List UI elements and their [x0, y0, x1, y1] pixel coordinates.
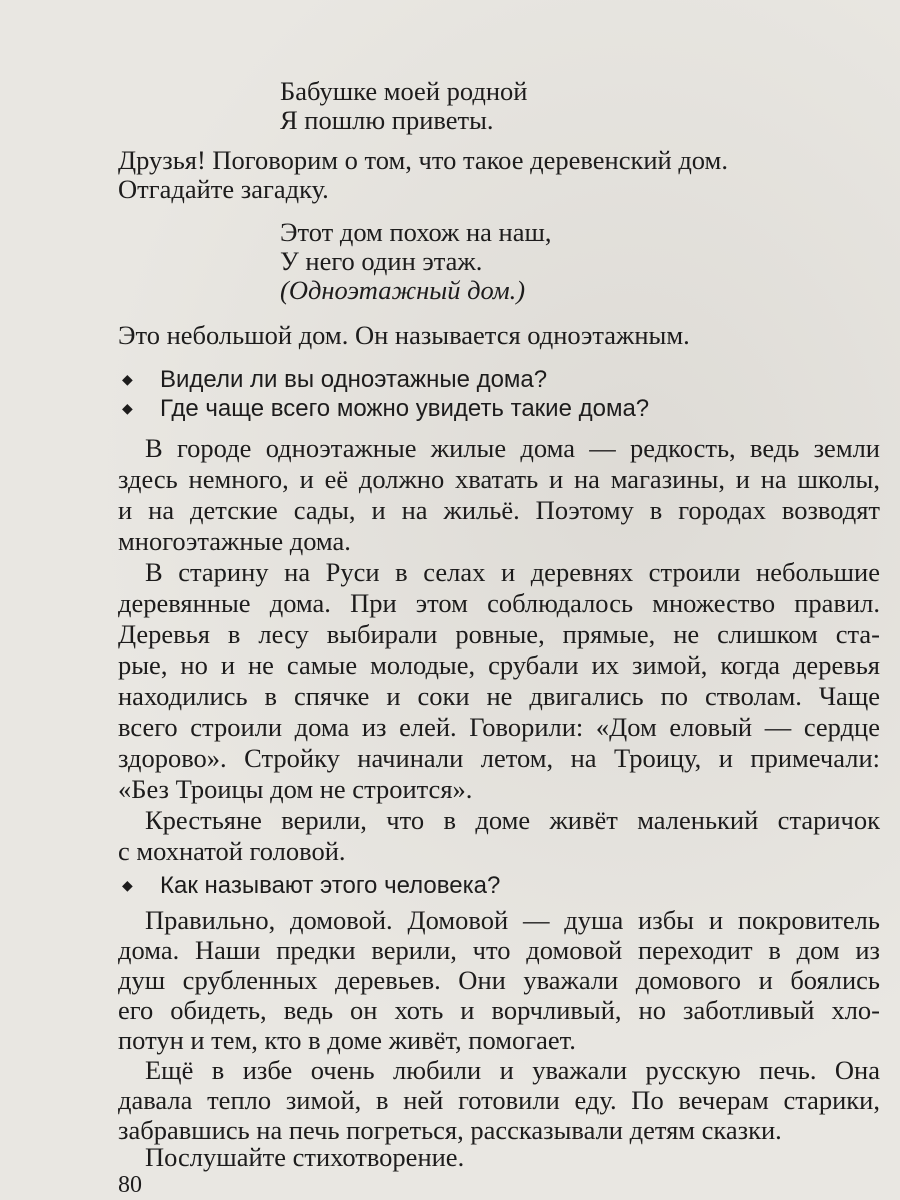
question-text: Где чаще всего можно увидеть такие дома? [160, 395, 650, 422]
riddle-answer: (Одноэтажный дом.) [280, 275, 526, 305]
verse-line: Я пошлю приветы. [280, 105, 494, 135]
paragraph-line: давала тепло зимой, в ней готовили еду. По вечерам старики, [118, 1085, 880, 1115]
riddle-line: У него один этаж. [280, 246, 483, 276]
paragraph-line: забравшись на печь погреться, рассказывали детям сказки. [118, 1115, 782, 1145]
paragraph-line: здесь немного, и её должно хватать и на магазины, и на школы, [118, 464, 880, 494]
intro-line: Отгадайте загадку. [118, 174, 329, 204]
paragraph-line: В городе одноэтажные жилые дома — редкость, ведь земли [145, 433, 880, 463]
paragraph-line: всего строили дома из елей. Говорили: «Дом еловый — сердце [118, 712, 880, 742]
question-text: Как называют этого человека? [160, 872, 501, 899]
paragraph-line: Ещё в избе очень любили и уважали русскую печь. Она [145, 1055, 880, 1085]
question-text: Видели ли вы одноэтажные дома? [160, 366, 548, 393]
paragraph-line: и на детские сады, и на жильё. Поэтому в городах возводят [118, 495, 880, 525]
paragraph-line: Послушайте стихотворение. [145, 1142, 465, 1172]
paragraph-line: его обидеть, ведь он хоть и ворчливый, но заботливый хло- [118, 995, 880, 1025]
paragraph-line: Это небольшой дом. Он называется одноэтажным. [118, 320, 690, 350]
paragraph-line: Правильно, домовой. Домовой — душа избы и покровитель [145, 905, 880, 935]
paragraph-line: многоэтажные дома. [118, 526, 351, 556]
paragraph-line: рые, но и не самые молодые, срубали их зимой, когда деревья [118, 650, 880, 680]
page-number: 80 [118, 1172, 142, 1198]
paragraph-line: находились в спячке и соки не двигались по стволам. Чаще [118, 681, 880, 711]
paragraph-line: с мохнатой головой. [118, 836, 346, 866]
riddle-line: Этот дом похож на наш, [280, 217, 552, 247]
paragraph-line: деревянные дома. При этом соблюдалось множество правил. [118, 588, 880, 618]
bullet-icon: ◆ [122, 371, 133, 387]
bullet-icon: ◆ [122, 400, 133, 416]
question-item [122, 364, 547, 394]
paragraph-line: Деревья в лесу выбирали ровные, прямые, не слишком ста- [118, 619, 880, 649]
paragraph-line: здорово». Стройку начинали летом, на Троицу, и примечали: [118, 743, 880, 773]
paragraph-line: душ срубленных деревьев. Они уважали домового и боялись [118, 965, 880, 995]
paragraph-line: потун и тем, кто в доме живёт, помогает. [118, 1025, 576, 1055]
verse-line: Бабушке моей родной [280, 76, 528, 106]
question-item [122, 393, 649, 423]
intro-line: Друзья! Поговорим о том, что такое деревенский дом. [118, 145, 728, 175]
paragraph-line: «Без Троицы дом не строится». [118, 774, 473, 804]
bullet-icon: ◆ [122, 877, 133, 893]
paragraph-line: дома. Наши предки верили, что домовой переходит в дом из [118, 935, 880, 965]
paragraph-line: Крестьяне верили, что в доме живёт маленький старичок [145, 805, 880, 835]
question-item [122, 870, 500, 900]
paragraph-line: В старину на Руси в селах и деревнях строили небольшие [145, 557, 880, 587]
